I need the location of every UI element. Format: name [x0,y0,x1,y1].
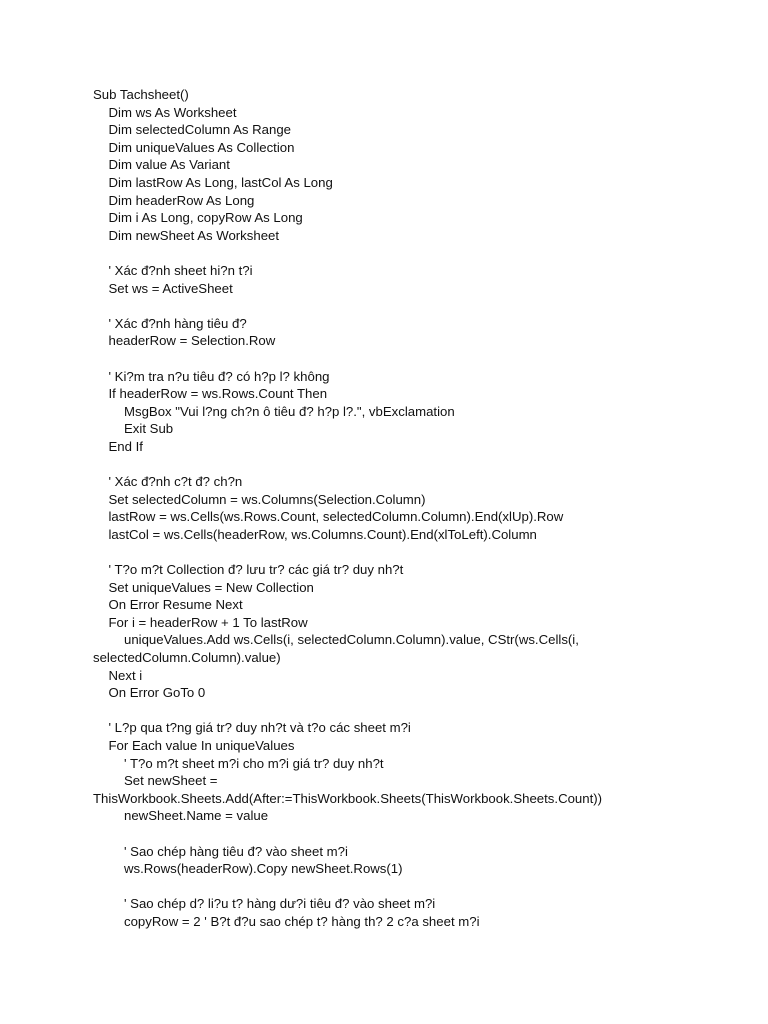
code-line: Dim newSheet As Worksheet [108,227,280,243]
code-line: Sub Tachsheet() [93,87,189,102]
code-line: Set uniqueValues = New Collection [108,579,314,595]
code-line: Set ws = ActiveSheet [108,280,233,296]
code-line: ' Xác đ?nh c?t đ? ch?n [108,474,243,490]
blank-line [93,878,733,896]
blank-line [93,543,733,561]
code-line: Dim selectedColumn As Range [108,122,292,138]
code-line: Dim value As Variant [108,157,230,173]
code-line: Dim headerRow As Long [108,192,255,208]
code-line: Dim uniqueValues As Collection [108,139,295,155]
code-line: Next i [108,667,143,683]
document-page [93,86,733,931]
blank-line [93,702,733,720]
code-line: copyRow = 2 ' B?t đ?u sao chép t? hàng th? 2 c?a sheet m?i [124,913,480,929]
code-line: For Each value In uniqueValues [108,737,295,753]
code-line: headerRow = Selection.Row [108,333,276,349]
blank-line [93,297,733,315]
code-line: Dim i As Long, copyRow As Long [108,210,303,226]
code-line: selectedColumn.Column).value) [93,650,281,665]
code-line: Dim ws As Worksheet [108,104,237,120]
code-line: On Error GoTo 0 [108,685,206,701]
code-line: ThisWorkbook.Sheets.Add(After:=ThisWorkbook.Sheets(ThisWorkbook.Sheets.Count)) [93,790,603,806]
code-line: lastRow = ws.Cells(ws.Rows.Count, selectedColumn.Column).End(xlUp).Row [108,509,564,525]
blank-line [93,350,733,368]
code-line: Set selectedColumn = ws.Columns(Selection.Column) [108,491,426,507]
code-line: newSheet.Name = value [124,808,269,824]
code-line: ' T?o m?t Collection đ? lưu tr? các giá tr? duy nh?t [108,562,404,578]
code-line: On Error Resume Next [108,597,243,613]
blank-line [93,825,733,843]
blank-line [93,455,733,473]
blank-line [93,244,733,262]
code-line: lastCol = ws.Cells(headerRow, ws.Columns.Count).End(xlToLeft).Column [108,526,537,542]
code-line: ' Xác đ?nh hàng tiêu đ? [108,315,247,331]
code-line: ws.Rows(headerRow).Copy newSheet.Rows(1) [124,861,403,877]
code-line: ' Xác đ?nh sheet hi?n t?i [108,262,253,278]
code-line: uniqueValues.Add ws.Cells(i, selectedColumn.Column).value, CStr(ws.Cells(i, [124,632,579,648]
code-line: Set newSheet = [124,773,218,789]
code-line: ' T?o m?t sheet m?i cho m?i giá tr? duy nh?t [124,755,384,771]
code-line: Exit Sub [124,421,174,437]
code-line: ' Sao chép hàng tiêu đ? vào sheet m?i [124,843,348,859]
code-line: For i = headerRow + 1 To lastRow [108,614,308,630]
code-line: ' L?p qua t?ng giá tr? duy nh?t và t?o các sheet m?i [108,720,411,736]
code-line: ' Ki?m tra n?u tiêu đ? có h?p l? không [108,368,330,384]
code-line: Dim lastRow As Long, lastCol As Long [108,174,333,190]
code-line: End If [108,438,143,454]
code-line: MsgBox "Vui l?ng ch?n ô tiêu đ? h?p l?.", vbExclamation [124,403,455,419]
code-line: ' Sao chép d? li?u t? hàng dư?i tiêu đ? vào sheet m?i [124,896,436,912]
code-line: If headerRow = ws.Rows.Count Then [108,386,328,402]
